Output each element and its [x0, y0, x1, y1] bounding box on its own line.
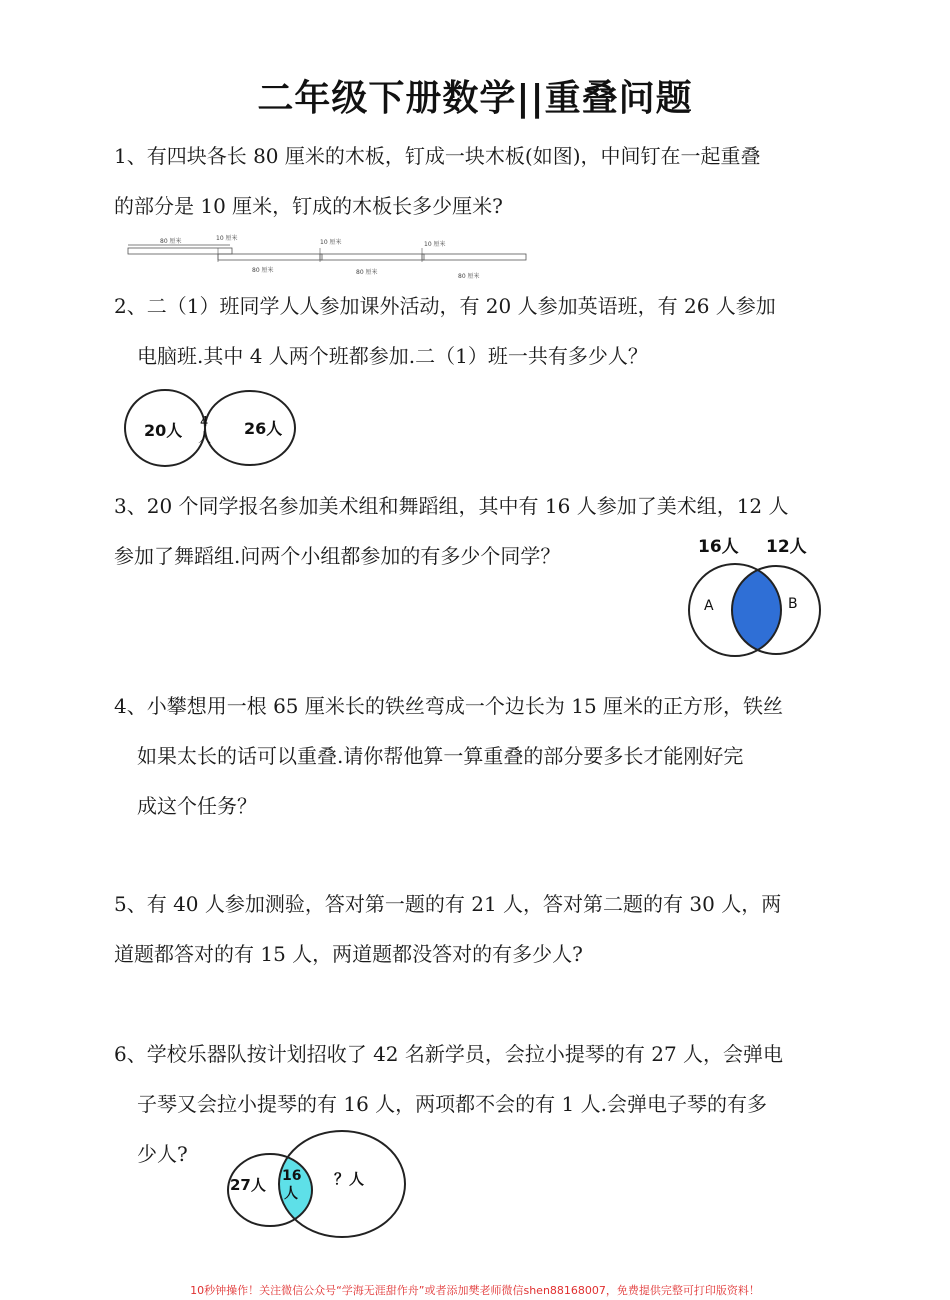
- problem-3-line-1: 3、20 个同学报名参加美术组和舞蹈组，其中有 16 人参加了美术组，12 人: [114, 494, 789, 518]
- bottom-label-1: 80 厘米: [252, 267, 274, 274]
- bottom-label-2: 80 厘米: [356, 269, 378, 276]
- problem-1-line-2: 的部分是 10 厘米，钉成的木板长多少厘米?: [114, 194, 503, 218]
- problem-4-line-1: 4、小攀想用一根 65 厘米长的铁丝弯成一个边长为 15 厘米的正方形，铁丝: [114, 694, 784, 718]
- venn-3-b-label: B: [788, 596, 798, 612]
- venn-3-b-count: 12人: [766, 537, 807, 557]
- venn-2-right-label: 26人: [244, 419, 283, 438]
- board-3: [320, 254, 424, 260]
- venn-6-right-label: ？人: [334, 1170, 365, 1188]
- page-title: 二年级下册数学||重叠问题: [257, 78, 693, 119]
- venn-3-a-label: A: [704, 598, 714, 614]
- venn-6-left-label: 27人: [230, 1176, 266, 1194]
- problem-1-board-diagram: [120, 236, 540, 282]
- board-2: [218, 254, 322, 260]
- problem-4-line-2: 如果太长的话可以重叠.请你帮他算一算重叠的部分要多长才能刚好完: [137, 744, 744, 768]
- venn-2-left-label: 20人: [144, 421, 183, 440]
- problem-5-line-1: 5、有 40 人参加测验，答对第一题的有 21 人，答对第二题的有 30 人，两: [114, 892, 782, 916]
- problem-4-line-3: 成这个任务？: [137, 794, 257, 818]
- board-4: [422, 254, 526, 260]
- venn-6-middle-number: 16: [282, 1168, 302, 1184]
- board-top-label: 80 厘米: [160, 238, 182, 245]
- problem-6-venn-diagram: [224, 1128, 410, 1240]
- problem-6-line-1: 6、学校乐器队按计划招收了 42 名新学员，会拉小提琴的有 27 人，会弹电: [114, 1042, 784, 1066]
- overlap-label-1: 10 厘米: [216, 235, 238, 242]
- venn-2-middle-number: 4: [200, 415, 209, 430]
- problem-3-venn-diagram: [680, 534, 830, 660]
- problem-3-line-2: 参加了舞蹈组.问两个小组都参加的有多少个同学？: [114, 544, 561, 568]
- problem-6-line-3: 少人?: [137, 1142, 188, 1166]
- problem-5-line-2: 道题都答对的有 15 人，两道题都没答对的有多少人?: [114, 942, 583, 966]
- problem-2-venn-diagram: [120, 384, 310, 474]
- problem-2-line-2: 电脑班.其中 4 人两个班都参加.二（1）班一共有多少人？: [137, 344, 648, 368]
- venn-6-middle-unit: 人: [284, 1186, 298, 1202]
- venn-2-middle-unit: 人: [198, 431, 212, 446]
- overlap-label-3: 10 厘米: [424, 241, 446, 248]
- bottom-label-3: 80 厘米: [458, 273, 480, 280]
- board-1: [128, 248, 232, 254]
- problem-6-line-2: 子琴又会拉小提琴的有 16 人，两项都不会的有 1 人.会弹电子琴的有多: [137, 1092, 767, 1116]
- problem-1-line-1: 1、有四块各长 80 厘米的木板，钉成一块木板(如图)，中间钉在一起重叠: [114, 144, 761, 168]
- footer-promo-text: 10秒钟操作！关注微信公众号“学海无涯甜作舟”或者添加樊老师微信shen88168007，免费提供完整可打印版资料！: [190, 1284, 760, 1297]
- problem-2-line-1: 2、二（1）班同学人人参加课外活动，有 20 人参加英语班，有 26 人参加: [114, 294, 776, 318]
- venn-3-a-count: 16人: [698, 537, 739, 557]
- overlap-label-2: 10 厘米: [320, 239, 342, 246]
